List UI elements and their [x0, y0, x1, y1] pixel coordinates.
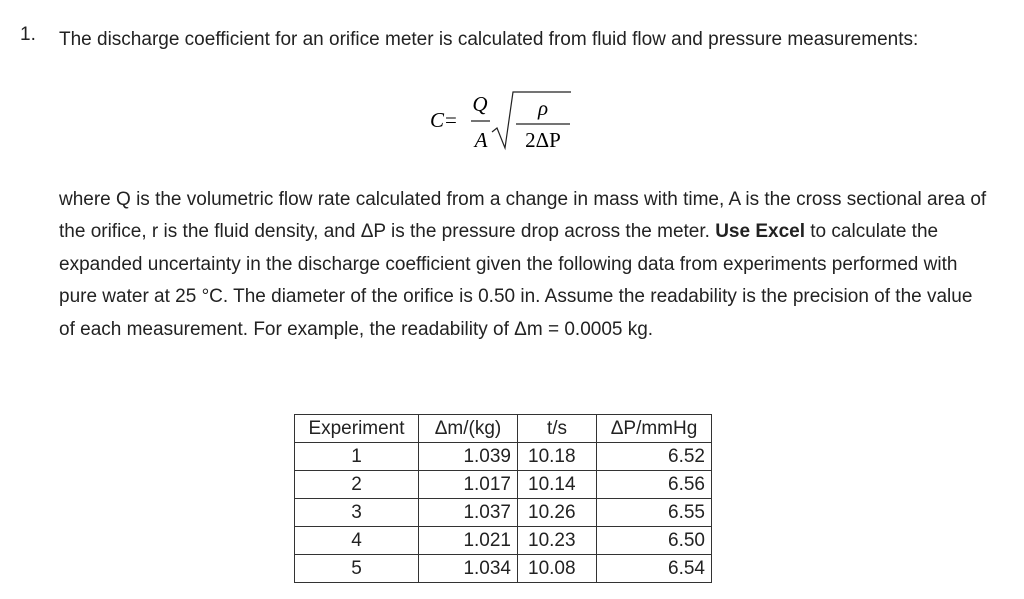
cell-mass-change: 1.039	[419, 443, 518, 471]
header-experiment: Experiment	[295, 415, 419, 443]
cell-mass-change: 1.034	[419, 555, 518, 583]
cell-experiment: 2	[295, 471, 419, 499]
table-row	[295, 555, 712, 583]
cell-mass-change: 1.037	[419, 499, 518, 527]
table-row	[295, 443, 712, 471]
cell-mass-change: 1.021	[419, 527, 518, 555]
discharge-coefficient-formula	[430, 86, 600, 156]
cell-experiment: 5	[295, 555, 419, 583]
cell-time: 10.23	[518, 527, 597, 555]
question-number: 1.	[20, 24, 36, 45]
formula-numerator: Q	[472, 92, 488, 116]
formula-denominator: A	[474, 128, 488, 152]
table-header-row	[295, 415, 712, 443]
formula-root-numerator: ρ	[537, 96, 549, 120]
table-row	[295, 527, 712, 555]
cell-pressure-drop: 6.54	[597, 555, 712, 583]
table-row	[295, 471, 712, 499]
formula-lhs: C	[430, 108, 445, 132]
cell-experiment: 4	[295, 527, 419, 555]
formula-root-denominator: 2ΔP	[525, 128, 561, 152]
header-pressure-drop: ΔP/mmHg	[597, 415, 712, 443]
cell-time: 10.26	[518, 499, 597, 527]
question-intro: The discharge coefficient for an orifice meter is calculated from fluid flow and pressure measurements:	[59, 29, 919, 50]
cell-time: 10.14	[518, 471, 597, 499]
experiment-data-table	[294, 414, 712, 583]
cell-pressure-drop: 6.56	[597, 471, 712, 499]
body-text-2: to calculate the expanded uncertainty in the discharge coefficient given the following data from experiments performed with pure water at 25 °C. The diameter of the orifice is 0.50 in. Assume the readability is the precision of the value of each measurement. For example, the readability of Δm = 0.0005 kg.	[59, 221, 973, 340]
cell-pressure-drop: 6.52	[597, 443, 712, 471]
cell-pressure-drop: 6.55	[597, 499, 712, 527]
table-row	[295, 499, 712, 527]
header-mass-change: Δm/(kg)	[419, 415, 518, 443]
cell-mass-change: 1.017	[419, 471, 518, 499]
cell-time: 10.08	[518, 555, 597, 583]
cell-pressure-drop: 6.50	[597, 527, 712, 555]
formula-equals: =	[445, 108, 457, 132]
header-time: t/s	[518, 415, 597, 443]
body-emphasis-use-excel: Use Excel	[715, 221, 805, 243]
body-text-1: where Q is the volumetric flow rate calculated from a change in mass with time, A is the cross sectional area of the orifice, r is the fluid density, and ΔP is the pressure drop across the meter.	[59, 189, 987, 243]
cell-experiment: 3	[295, 499, 419, 527]
question-body	[59, 184, 989, 346]
cell-time: 10.18	[518, 443, 597, 471]
cell-experiment: 1	[295, 443, 419, 471]
